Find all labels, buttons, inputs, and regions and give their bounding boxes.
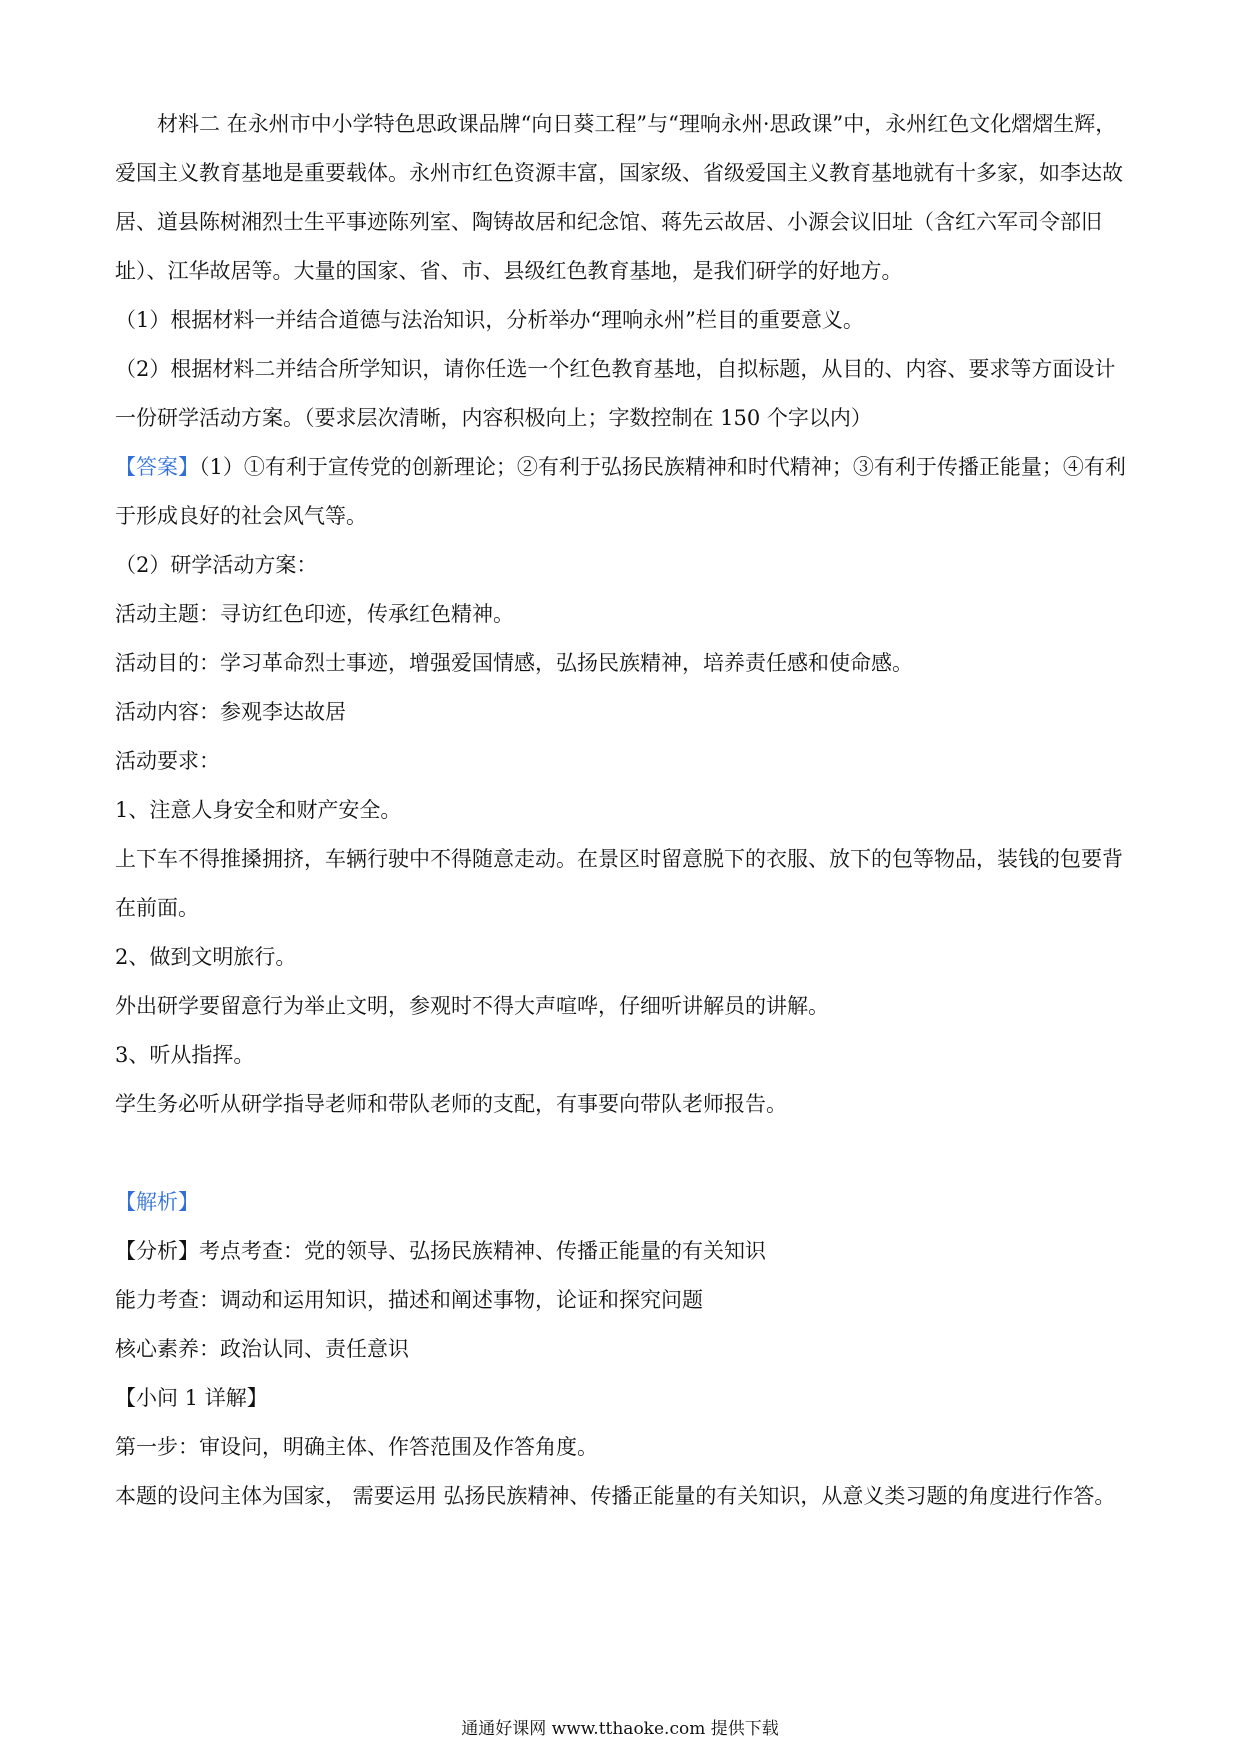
activity-purpose: 活动目的：学习革命烈士事迹，增强爱国情感，弘扬民族精神，培养责任感和使命感。 bbox=[115, 651, 913, 675]
core-literacy: 核心素养：政治认同、责任意识 bbox=[115, 1337, 409, 1361]
requirement-2: 2、做到文明旅行。 bbox=[115, 945, 297, 969]
answer-2-title: （2）研学活动方案： bbox=[115, 553, 318, 577]
analysis-tag: 【解析】 bbox=[115, 1190, 199, 1214]
ability-assessment: 能力考查：调动和运用知识，描述和阐述事物，论证和探究问题 bbox=[115, 1288, 703, 1312]
spacer bbox=[115, 1129, 1135, 1178]
activity-theme: 活动主题：寻访红色印迹，传承红色精神。 bbox=[115, 602, 514, 626]
requirement-1: 1、注意人身安全和财产安全。 bbox=[115, 798, 402, 822]
requirement-2-detail: 外出研学要留意行为举止文明，参观时不得大声喧哗，仔细听讲解员的讲解。 bbox=[115, 994, 829, 1018]
question-1: （1）根据材料一并结合道德与法治知识，分析举办“理响永州”栏目的重要意义。 bbox=[115, 308, 864, 332]
step-1: 第一步：审设问，明确主体、作答范围及作答角度。 bbox=[115, 1435, 598, 1459]
answer-tag: 【答案】 bbox=[115, 455, 199, 479]
requirement-3: 3、听从指挥。 bbox=[115, 1043, 255, 1067]
requirement-1-detail: 上下车不得推搡拥挤，车辆行驶中不得随意走动。在景区时留意脱下的衣服、放下的包等物品，装钱的包要背在前面。 bbox=[115, 847, 1123, 920]
activity-requirements: 活动要求： bbox=[115, 749, 220, 773]
activity-content: 活动内容：参观李达故居 bbox=[115, 700, 346, 724]
answer-1-paragraph bbox=[115, 443, 1135, 541]
step-1-text: 本题的设问主体为国家， 需要运用 弘扬民族精神、传播正能量的有关知识，从意义类习题的角度进行作答。 bbox=[115, 1484, 1116, 1508]
answer-1-text: （1）①有利于宣传党的创新理论；②有利于弘扬民族精神和时代精神；③有利于传播正能量；④有利于形成良好的社会风气等。 bbox=[115, 455, 1126, 528]
page-footer: 通通好课网 www.tthaoke.com 提供下载 bbox=[461, 1719, 779, 1739]
sub-question-1-detail-heading: 【小问 1 详解】 bbox=[115, 1386, 268, 1410]
material-two-paragraph: 材料二 在永州市中小学特色思政课品牌“向日葵工程”与“理响永州·思政课”中，永州红色文化熠熠生辉，爱国主义教育基地是重要载体。永州市红色资源丰富，国家级、省级爱国主义教育基地就有十多家，如李达故居、道县陈树湘烈士生平事迹陈列室、陶铸故居和纪念馆、蒋先云故居、小源会议旧址（含红六军司令部旧址）、江华故居等。大量的国家、省、市、县级红色教育基地，是我们研学的好地方。 bbox=[115, 112, 1123, 283]
requirement-3-detail: 学生务必听从研学指导老师和带队老师的支配，有事要向带队老师报告。 bbox=[115, 1092, 787, 1116]
question-2: （2）根据材料二并结合所学知识，请你任选一个红色教育基地，自拟标题，从目的、内容、要求等方面设计一份研学活动方案。（要求层次清晰，内容积极向上；字数控制在 150 个字以内） bbox=[115, 357, 1116, 430]
document-body bbox=[115, 100, 1135, 1521]
analysis-points: 【分析】考点考查：党的领导、弘扬民族精神、传播正能量的有关知识 bbox=[115, 1239, 766, 1263]
